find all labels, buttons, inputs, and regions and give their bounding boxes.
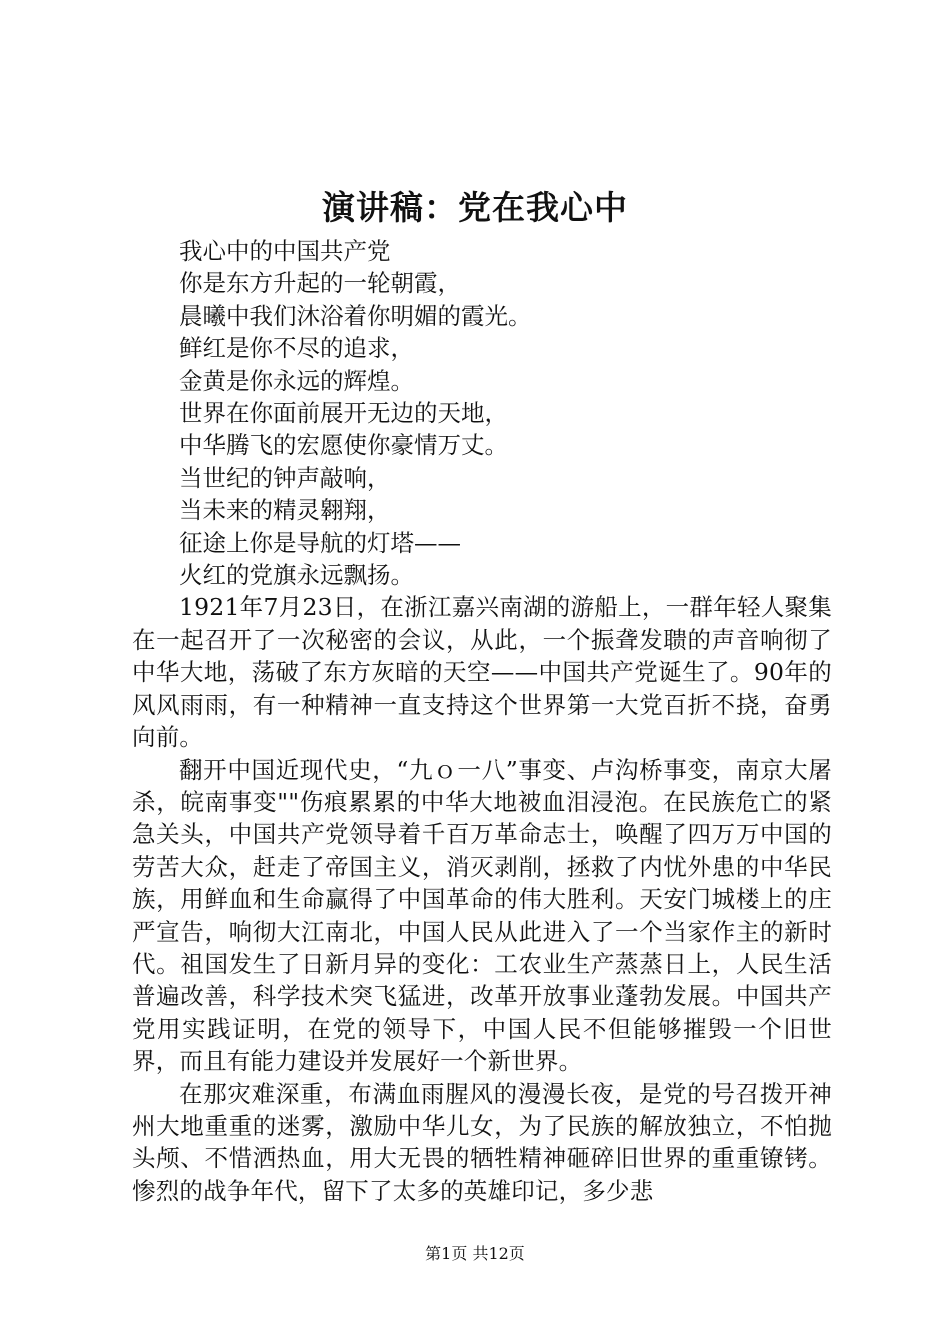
body-paragraph: 翻开中国近现代史，“九ｏ一八”事变、卢沟桥事变，南京大屠杀，皖南事变""伤痕累累的中华大地被血泪浸泡。在民族危亡的紧急关头，中国共产党领导着千百万革命志士，唤醒了四万万中国的劳苦大众，赶走了帝国主义，消灭剥削，拯救了内忧外患的中华民族，用鲜血和生命赢得了中国革命的伟大胜利。天安门城楼上的庄严宣告，响彻大江南北，中国人民从此进入了一个当家作主的新时代。祖国发生了日新月异的变化：工农业生产蒸蒸日上，人民生活普遍改善，科学技术突飞猛进，改革开放事业蓬勃发展。中国共产党用实践证明，在党的领导下，中国人民不但能够摧毁一个旧世界，而且有能力建设并发展好一个新世界。 [132, 755, 832, 1076]
poem-line: 世界在你面前展开无边的天地， [179, 399, 508, 428]
poem-line: 晨曦中我们沐浴着你明媚的霞光。 [179, 301, 532, 330]
poem-line: 我心中的中国共产党 [179, 237, 391, 265]
poem-line: 火红的党旗永远飘扬。 [179, 561, 414, 590]
poem-line: 金黄是你永远的辉煌。 [179, 366, 414, 395]
poem-line: 中华腾飞的宏愿使你豪情万丈。 [179, 431, 508, 460]
body-paragraph: 1921年7月23日，在浙江嘉兴南湖的游船上，一群年轻人聚集在一起召开了一次秘密的会议，从此，一个振聋发聩的声音响彻了中华大地，荡破了东方灰暗的天空——中国共产党诞生了。90年的风风雨雨，有一种精神一直支持这个世界第一大党百折不挠，奋勇向前。 [132, 593, 832, 752]
document-title: 演讲稿：党在我心中 [322, 188, 628, 227]
poem-line: 征途上你是导航的灯塔—— [179, 528, 461, 557]
poem-line: 你是东方升起的一轮朝霞， [179, 269, 461, 298]
poem-block [132, 235, 832, 591]
poem-line: 当未来的精灵翱翔， [179, 496, 391, 525]
document-body [132, 235, 832, 1207]
body-paragraph: 在那灾难深重，布满血雨腥风的漫漫长夜，是党的号召拨开神州大地重重的迷雾，激励中华儿女，为了民族的解放独立，不怕抛头颅、不惜洒热血，用大无畏的牺牲精神砸碎旧世界的重重镣铐。惨烈的战争年代，留下了太多的英雄印记，多少悲 [132, 1079, 832, 1205]
poem-line: 鲜红是你不尽的追求， [179, 334, 414, 363]
poem-line: 当世纪的钟声敲响， [179, 463, 391, 492]
page-number-footer: 第1页 共12页 [425, 1244, 525, 1263]
